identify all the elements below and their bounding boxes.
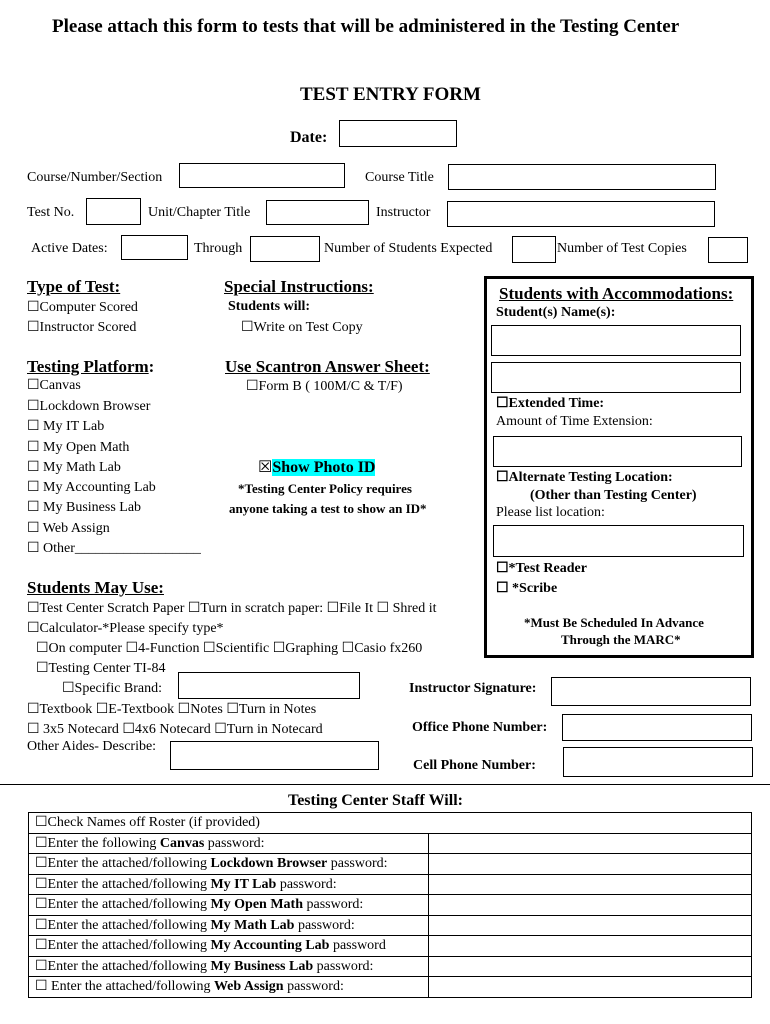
notice-text: Please attach this form to tests that will be administered in the Testing Center xyxy=(52,16,680,37)
my-math-lab-password-cell[interactable] xyxy=(429,915,752,936)
special-instructions-heading: Special Instructions: xyxy=(224,277,374,296)
platform-other-option[interactable]: ☐ Other__________________ xyxy=(27,541,201,556)
unit-title-label: Unit/Chapter Title xyxy=(148,205,251,220)
web-assign-password-cell[interactable] xyxy=(429,977,752,998)
staff-heading: Testing Center Staff Will: xyxy=(288,792,463,809)
platform-canvas-option[interactable]: ☐Canvas xyxy=(27,378,81,393)
instructor-label: Instructor xyxy=(376,205,431,220)
alt-location-subtext: (Other than Testing Center) xyxy=(530,488,697,503)
other-aides-field[interactable] xyxy=(170,741,379,770)
unit-title-field[interactable] xyxy=(266,200,369,225)
staff-row-my-accounting-lab[interactable]: ☐Enter the attached/following My Accounting Lab password xyxy=(29,936,429,957)
instructor-signature-label: Instructor Signature: xyxy=(409,681,537,696)
staff-row-my-business-lab[interactable]: ☐Enter the attached/following My Business Lab password: xyxy=(29,956,429,977)
location-field[interactable] xyxy=(493,525,744,557)
write-on-copy-option[interactable]: ☐Write on Test Copy xyxy=(241,320,363,335)
date-label: Date: xyxy=(290,129,328,146)
num-copies-field[interactable] xyxy=(708,237,748,263)
specific-brand-field[interactable] xyxy=(178,672,360,699)
calculator-types-line[interactable]: ☐On computer ☐4-Function ☐Scientific ☐Graphing ☐Casio fx260 xyxy=(36,641,423,656)
my-it-lab-password-cell[interactable] xyxy=(429,874,752,895)
platform-my-open-math-option[interactable]: ☐ My Open Math xyxy=(27,440,130,455)
staff-table xyxy=(28,812,752,998)
extended-time-option[interactable]: ☐Extended Time: xyxy=(496,396,605,411)
scantron-form-b-option[interactable]: ☐Form B ( 100M/C & T/F) xyxy=(246,379,403,394)
canvas-password-cell[interactable] xyxy=(429,833,752,854)
textbook-notes-line[interactable]: ☐Textbook ☐E-Textbook ☐Notes ☐Turn in Notes xyxy=(27,702,317,717)
my-accounting-lab-password-cell[interactable] xyxy=(429,936,752,957)
staff-row-lockdown[interactable]: ☐Enter the attached/following Lockdown Browser password: xyxy=(29,854,429,875)
photo-id-option[interactable] xyxy=(258,457,375,477)
platform-my-it-lab-option[interactable]: ☐ My IT Lab xyxy=(27,419,105,434)
table-row xyxy=(29,915,752,936)
student-names-field-1[interactable] xyxy=(491,325,741,356)
photo-id-policy-line2: anyone taking a test to show an ID* xyxy=(229,501,427,516)
office-phone-label: Office Phone Number: xyxy=(412,720,548,735)
form-title: TEST ENTRY FORM xyxy=(300,84,481,105)
notecard-line[interactable]: ☐ 3x5 Notecard ☐4x6 Notecard ☐Turn in Notecard xyxy=(27,722,323,737)
advance-note-line1: *Must Be Scheduled In Advance xyxy=(524,615,704,630)
num-copies-label: Number of Test Copies xyxy=(557,241,687,256)
test-no-field[interactable] xyxy=(86,198,141,225)
accommodations-heading: Students with Accommodations: xyxy=(499,284,734,303)
platform-lockdown-option[interactable]: ☐Lockdown Browser xyxy=(27,399,151,414)
staff-row-web-assign[interactable]: ☐ Enter the attached/following Web Assign password: xyxy=(29,977,429,998)
scribe-option[interactable]: ☐ *Scribe xyxy=(496,581,558,596)
table-row xyxy=(29,977,752,998)
computer-scored-option[interactable]: ☐Computer Scored xyxy=(27,300,138,315)
table-row xyxy=(29,833,752,854)
instructor-field[interactable] xyxy=(447,201,715,227)
time-extension-field[interactable] xyxy=(493,436,742,467)
staff-row-my-math-lab[interactable]: ☐Enter the attached/following My Math Lab password: xyxy=(29,915,429,936)
instructor-signature-field[interactable] xyxy=(551,677,751,706)
student-names-field-2[interactable] xyxy=(491,362,741,393)
table-row xyxy=(29,895,752,916)
type-of-test-heading: Type of Test: xyxy=(27,277,121,296)
table-row xyxy=(29,813,752,834)
through-label: Through xyxy=(194,241,243,256)
student-names-label: Student(s) Name(s): xyxy=(496,305,616,320)
cell-phone-field[interactable] xyxy=(563,747,753,777)
photo-id-policy-line1: *Testing Center Policy requires xyxy=(238,481,412,496)
alt-location-option[interactable]: ☐Alternate Testing Location: xyxy=(496,470,673,485)
course-number-field[interactable] xyxy=(179,163,345,188)
staff-row-my-open-math[interactable]: ☐Enter the attached/following My Open Math password: xyxy=(29,895,429,916)
active-dates-label: Active Dates: xyxy=(31,241,108,256)
ti84-option[interactable]: ☐Testing Center TI-84 xyxy=(36,661,166,676)
students-will-label: Students will: xyxy=(228,299,311,314)
lockdown-password-cell[interactable] xyxy=(429,854,752,875)
testing-platform-heading xyxy=(27,357,154,377)
test-no-label: Test No. xyxy=(27,205,75,220)
office-phone-field[interactable] xyxy=(562,714,752,741)
test-reader-option[interactable]: ☐*Test Reader xyxy=(496,561,587,576)
my-business-lab-password-cell[interactable] xyxy=(429,956,752,977)
num-students-field[interactable] xyxy=(512,236,556,263)
specific-brand-option[interactable]: ☐Specific Brand: xyxy=(62,681,163,696)
date-field[interactable] xyxy=(339,120,457,147)
num-students-label: Number of Students Expected xyxy=(324,241,493,256)
staff-row-my-it-lab[interactable]: ☐Enter the attached/following My IT Lab password: xyxy=(29,874,429,895)
scantron-heading: Use Scantron Answer Sheet: xyxy=(225,357,430,376)
staff-row-roster[interactable]: ☐Check Names off Roster (if provided) xyxy=(29,813,752,834)
other-aides-label: Other Aides- Describe: xyxy=(27,739,157,754)
staff-row-canvas[interactable]: ☐Enter the following Canvas password: xyxy=(29,833,429,854)
my-open-math-password-cell[interactable] xyxy=(429,895,752,916)
cell-phone-label: Cell Phone Number: xyxy=(413,758,536,773)
time-extension-label: Amount of Time Extension: xyxy=(496,414,653,429)
course-title-field[interactable] xyxy=(448,164,716,190)
testing-platform-heading-colon: : xyxy=(148,357,155,376)
instructor-scored-option[interactable]: ☐Instructor Scored xyxy=(27,320,137,335)
platform-my-business-lab-option[interactable]: ☐ My Business Lab xyxy=(27,500,142,515)
calculator-line[interactable]: ☐Calculator-*Please specify type* xyxy=(27,621,224,636)
platform-my-math-lab-option[interactable]: ☐ My Math Lab xyxy=(27,460,121,475)
may-use-heading: Students May Use: xyxy=(27,578,164,597)
table-row xyxy=(29,874,752,895)
photo-id-checkbox[interactable]: ☒ xyxy=(258,459,273,476)
active-dates-end-field[interactable] xyxy=(250,236,320,262)
photo-id-label: Show Photo ID xyxy=(272,459,376,476)
table-row xyxy=(29,854,752,875)
section-divider xyxy=(0,784,770,785)
platform-web-assign-option[interactable]: ☐ Web Assign xyxy=(27,521,110,536)
scratch-paper-line[interactable]: ☐Test Center Scratch Paper ☐Turn in scratch paper: ☐File It ☐ Shred it xyxy=(27,601,437,616)
course-number-label: Course/Number/Section xyxy=(27,170,163,185)
list-location-label: Please list location: xyxy=(496,505,605,520)
course-title-label: Course Title xyxy=(365,170,434,185)
table-row xyxy=(29,936,752,957)
table-row xyxy=(29,956,752,977)
advance-note-line2: Through the MARC* xyxy=(561,632,681,647)
active-dates-start-field[interactable] xyxy=(121,235,188,260)
platform-my-accounting-lab-option[interactable]: ☐ My Accounting Lab xyxy=(27,480,156,495)
testing-platform-heading-text: Testing Platform xyxy=(27,357,149,376)
